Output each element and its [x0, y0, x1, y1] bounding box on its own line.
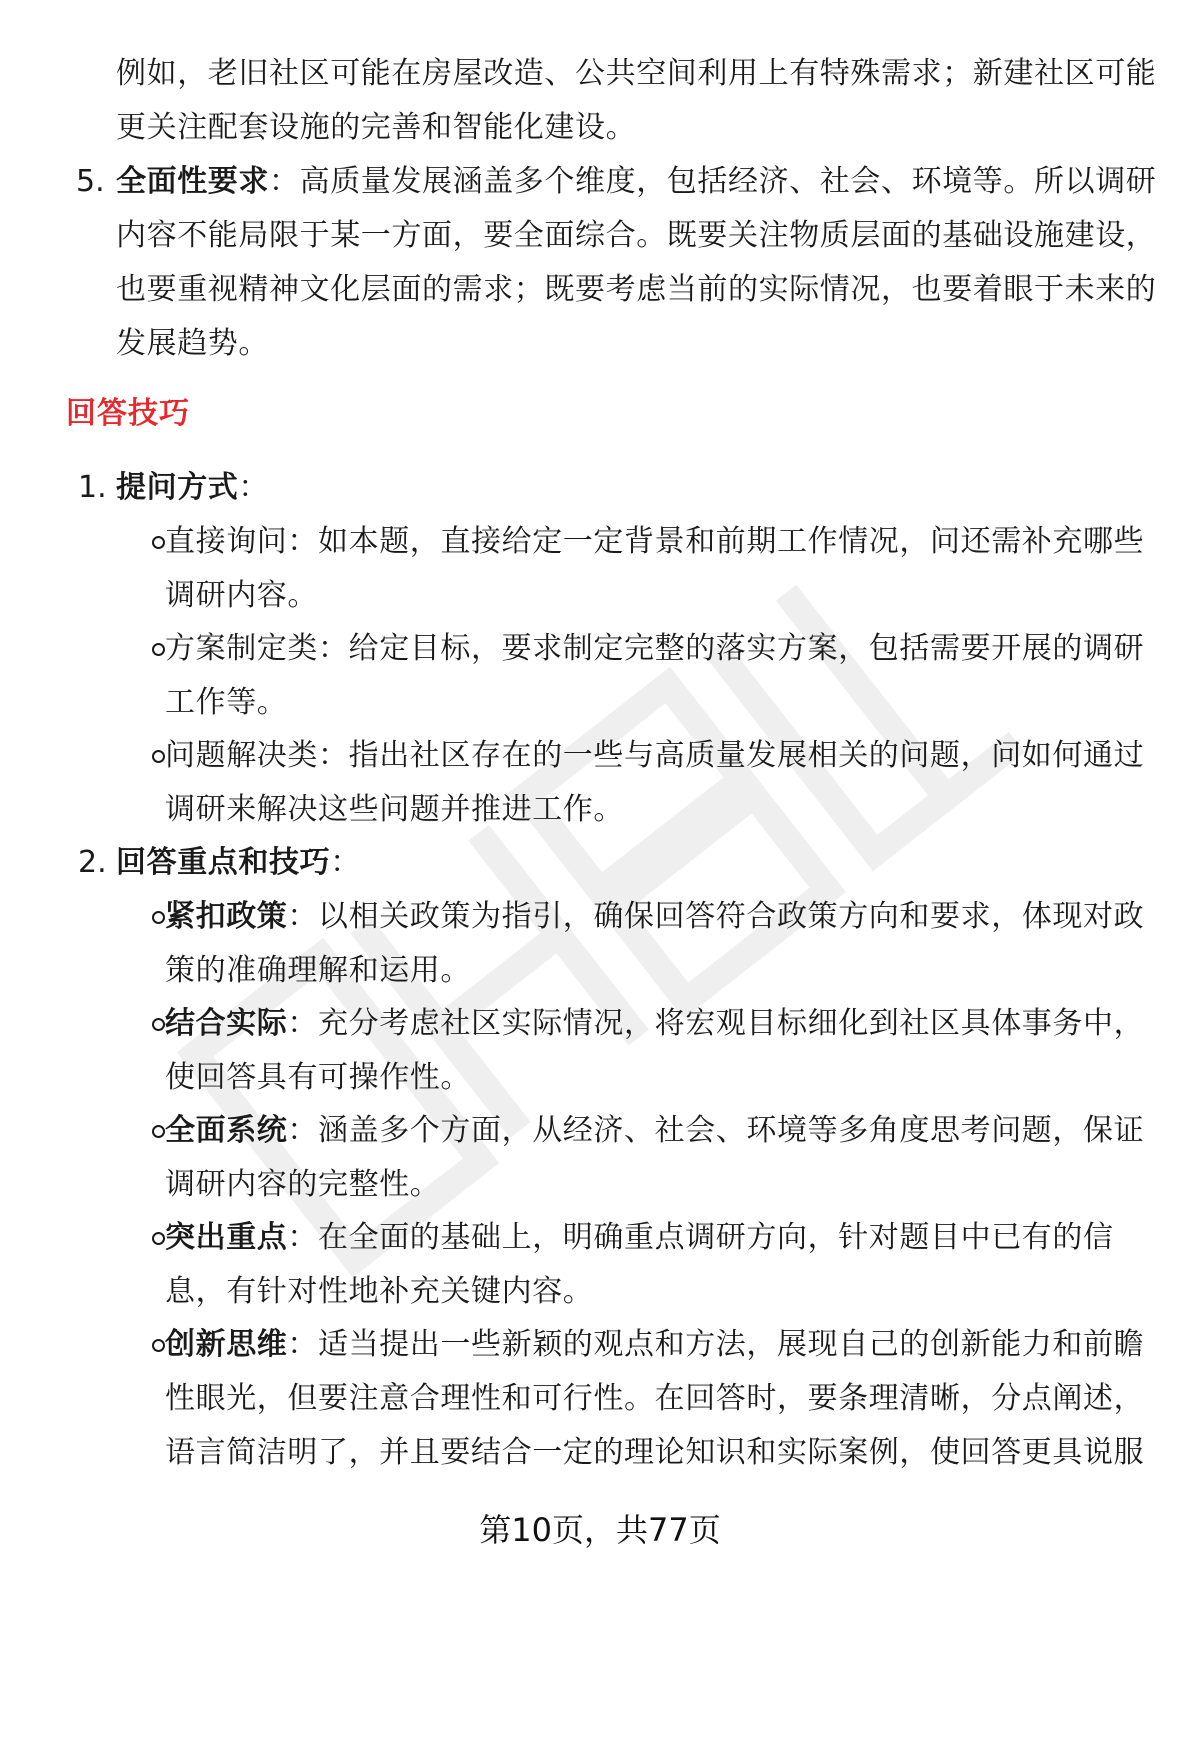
sub-item-text: ：充分考虑社区实际情况，将宏观目标细化到社区具体事务中， — [287, 1006, 1145, 1041]
paragraph-line: 发展趋势。 — [116, 326, 269, 361]
hollow-bullet-icon — [152, 1125, 165, 1138]
list-title — [116, 458, 269, 518]
sub-item-line: 策的准确理解和运用。 — [165, 953, 471, 988]
list-title-text: 回答重点和技巧 — [116, 845, 331, 880]
list-title-text: 提问方式 — [116, 470, 239, 505]
sub-item-term: 创新思维 — [165, 1327, 288, 1362]
hollow-bullet-icon — [152, 1339, 165, 1352]
list-title — [116, 833, 361, 893]
hollow-bullet-icon — [152, 643, 165, 656]
sub-item-line: 调研内容的完整性。 — [165, 1167, 441, 1202]
page-footer: 第10页，共77页 — [479, 1511, 721, 1549]
sub-item-line — [165, 994, 1144, 1054]
hollow-bullet-icon — [152, 1232, 165, 1245]
sub-item-term: 全面系统 — [165, 1113, 288, 1148]
sub-item-line: 调研来解决这些问题并推进工作。 — [165, 792, 624, 827]
sub-item-line — [165, 1101, 1144, 1161]
sub-item-text: ：适当提出一些新颖的观点和方法，展现自己的创新能力和前瞻 — [287, 1327, 1145, 1362]
sub-item-line — [165, 1208, 1114, 1268]
hollow-bullet-icon — [152, 911, 165, 924]
item-text: ：高质量发展涵盖多个维度，包括经济、社会、环境等。所以调研 — [269, 164, 1157, 199]
sub-item-line: 调研内容。 — [165, 578, 318, 613]
hollow-bullet-icon — [152, 536, 165, 549]
sub-item-text: ：以相关政策为指引，确保回答符合政策方向和要求，体现对政 — [287, 899, 1145, 934]
colon: ： — [238, 470, 270, 505]
paragraph-line: 更关注配套设施的完善和智能化建设。 — [116, 110, 637, 145]
sub-item-line: 语言简洁明了，并且要结合一定的理论知识和实际案例，使回答更具说服 — [165, 1435, 1145, 1470]
sub-item-text: ：在全面的基础上，明确重点调研方向，针对题目中已有的信 — [287, 1220, 1114, 1255]
sub-item-line: 性眼光，但要注意合理性和可行性。在回答时，要条理清晰，分点阐述， — [165, 1381, 1145, 1416]
hollow-bullet-icon — [152, 1018, 165, 1031]
paragraph-line: 也要重视精神文化层面的需求；既要考虑当前的实际情况，也要着眼于未来的 — [116, 272, 1157, 307]
hollow-bullet-icon — [152, 750, 165, 763]
sub-item-line — [165, 1315, 1144, 1375]
list-number: 1. — [78, 470, 107, 505]
list-number: 5. — [76, 164, 105, 199]
sub-item-line: 方案制定类：给定目标，要求制定完整的落实方案，包括需要开展的调研 — [165, 631, 1145, 666]
item-term: 全面性要求 — [116, 164, 269, 199]
sub-item-line: 工作等。 — [165, 685, 288, 720]
sub-item-line: 息，有针对性地补充关键内容。 — [165, 1274, 594, 1309]
paragraph-line: 例如，老旧社区可能在房屋改造、公共空间利用上有特殊需求；新建社区可能 — [116, 56, 1157, 91]
sub-item-text: ：涵盖多个方面，从经济、社会、环境等多角度思考问题，保证 — [287, 1113, 1145, 1148]
sub-item-line: 使回答具有可操作性。 — [165, 1060, 471, 1095]
list-number: 2. — [78, 845, 107, 880]
sub-item-line: 直接询问：如本题，直接给定一定背景和前期工作情况，问还需补充哪些 — [165, 524, 1145, 559]
section-heading: 回答技巧 — [66, 396, 190, 431]
sub-item-line — [165, 887, 1144, 947]
sub-item-term: 紧扣政策 — [165, 899, 288, 934]
colon: ： — [330, 845, 361, 880]
list-item-5 — [116, 152, 1156, 212]
sub-item-term: 结合实际 — [165, 1006, 288, 1041]
sub-item-term: 突出重点 — [165, 1220, 288, 1255]
sub-item-line: 问题解决类：指出社区存在的一些与高质量发展相关的问题，问如何通过 — [165, 738, 1145, 773]
paragraph-line: 内容不能局限于某一方面，要全面综合。既要关注物质层面的基础设施建设， — [116, 218, 1157, 253]
